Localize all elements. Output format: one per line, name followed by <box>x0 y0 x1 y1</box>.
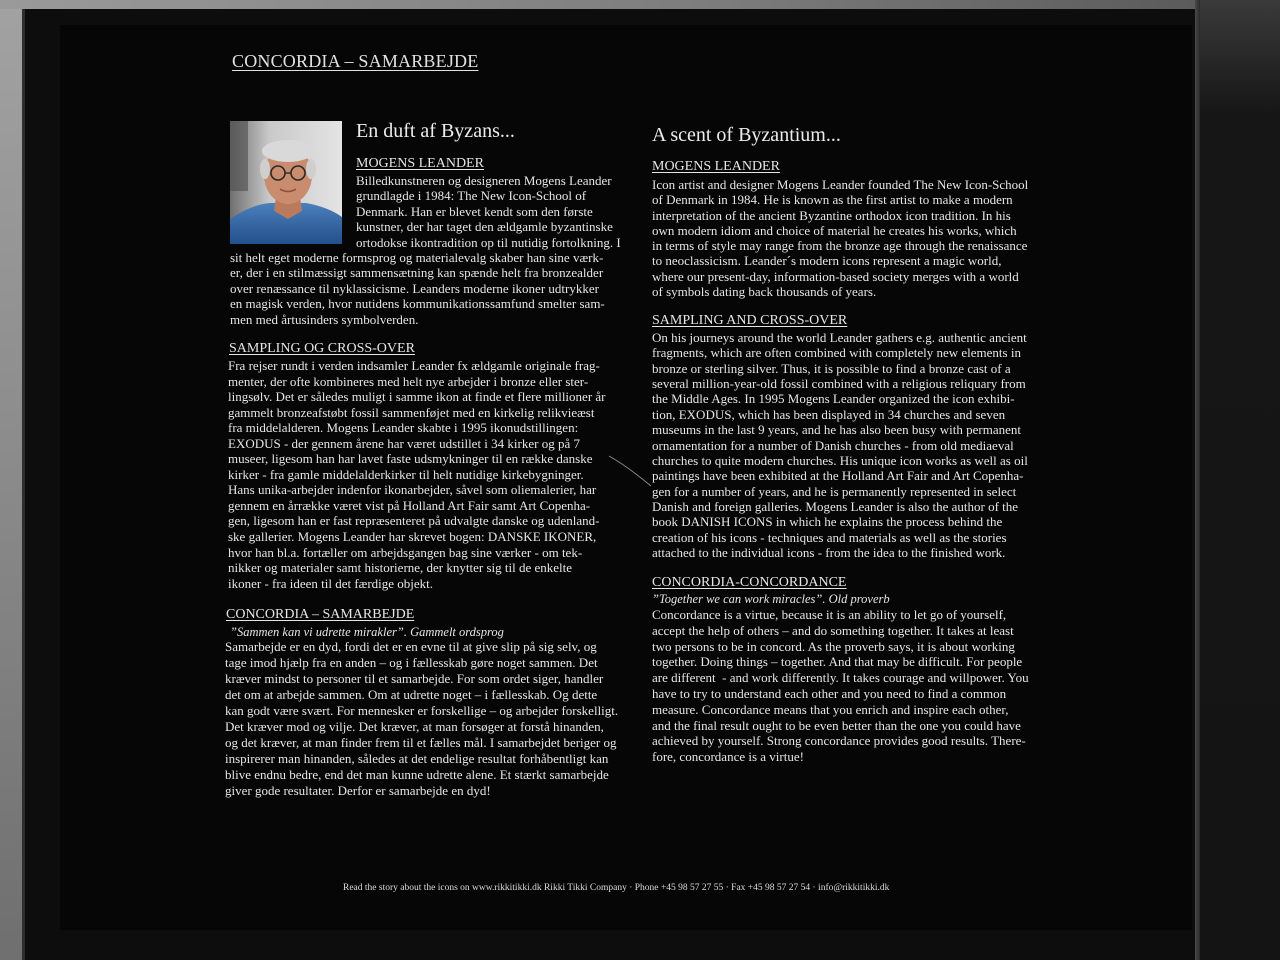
text-line: ikoner - fra ideen til det færdige objekt. <box>228 575 434 591</box>
text-line: Fra rejser rundt i verden indsamler Leander fx ældgamle originale frag- <box>228 358 600 373</box>
text-line: museer, ligesom han har lavet faste udsmykninger til en række danske <box>228 451 593 467</box>
text-line: lingsølv. Det er således muligt i samme ikon at finde et flere millioner år <box>228 389 606 405</box>
text-line: men med årtusinders symbolverden. <box>230 311 419 327</box>
text-line: en magisk verden, hvor nutidens kommunikationssamfund smelter sam- <box>230 296 605 312</box>
text-line: together. Doing things – together. And that may be difficult. For people <box>652 654 1023 670</box>
text-line: gammelt bronzeafstøbt fossil sammenføjet med en kirkelig relikvieæst <box>228 404 595 420</box>
text-line: fore, concordance is a virtue! <box>652 749 804 765</box>
english-heading-mogens-leander: MOGENS LEANDER <box>652 159 780 174</box>
text-line: of symbols dating back thousands of years. <box>652 284 877 300</box>
text-line: where our present-day, information-based society merges with a world <box>652 268 1019 284</box>
text-line: the Middle Ages. In 1995 Mogens Leander organized the icon exhibi- <box>652 391 1015 407</box>
danish-proverb-quote: ”Sammen kan vi udrette mirakler”. Gammelt ordsprog <box>230 625 504 639</box>
text-line: giver gode resultater. Derfor er samarbejde en dyd! <box>225 783 491 798</box>
glass-scratch-mark <box>605 452 655 488</box>
text-line: accept the help of others – and do something together. It takes at least <box>652 622 1014 638</box>
text-line: blive endnu bedre, end det man kunne udrette alene. Et stærkt samarbejde <box>225 767 609 782</box>
text-line: Denmark. Han er blevet kendt som den første <box>356 203 593 219</box>
text-line: kræver mindst to personer til et samarbejde. For som ordet siger, handler <box>225 671 604 686</box>
text-line: have to try to understand each other and you need to find a common <box>652 685 1007 701</box>
text-line: er, der i en stilmæssigt sammensætning kan spænde helt fra bronzealder <box>230 265 604 281</box>
text-line: paintings have been exhibited at the Holland Art Fair and Art Copenha- <box>652 468 1024 484</box>
text-line: interpretation of the ancient Byzantine orthodox icon tradition. In his <box>652 207 1011 223</box>
text-line: are different - and work differently. It takes courage and willpower. You <box>652 670 1029 686</box>
text-line: own modern idiom and choice of material he creates his works, which <box>652 222 1017 238</box>
text-line: achieved by yourself. Strong concordance provides good results. There- <box>652 733 1026 749</box>
text-line: grundlagde i 1984: The New Icon-School of <box>356 188 587 204</box>
text-line: bronze or sterling silver. Thus, it is possible to find a bronze cast of a <box>652 360 1011 376</box>
danish-concordia-text <box>225 639 618 799</box>
text-line: tage imod hjælp fra en anden – og i fællesskab gøre noget sammen. Det <box>225 655 598 670</box>
text-line: museums in the last 9 years, and he has also been busy with permanent <box>652 422 1021 438</box>
text-line: of Denmark in 1984. He is known as the first artist to make a modern <box>652 192 1013 208</box>
text-line: ortodokse ikontradition op til nutidig fortolkning. I <box>356 234 621 250</box>
text-line: EXODUS - der gennem årene har været udstillet i 34 kirker og på 7 <box>228 435 580 451</box>
text-line: On his journeys around the world Leander gathers e.g. authentic ancient <box>652 330 1027 345</box>
text-line: ske gallerier. Mogens Leander har skrevet bogen: DANSKE IKONER, <box>228 529 597 545</box>
text-line: og det kræver, at man finder frem til et fælles mål. I samarbejdet beriger og <box>225 735 617 750</box>
text-line: Billedkunstneren og designeren Mogens Leander <box>356 173 612 188</box>
text-line: menter, der ofte kombineres med helt nye arbejder i bronze eller ster- <box>228 373 589 389</box>
danish-heading-mogens-leander: MOGENS LEANDER <box>356 156 484 171</box>
background-fabric-left <box>0 0 22 960</box>
text-line: hvor han bl.a. fortæller om arbejdsgangen bag sine værker - om tek- <box>228 544 583 560</box>
danish-heading-concordia: CONCORDIA – SAMARBEJDE <box>226 607 415 622</box>
frame-outer-right <box>1200 0 1280 960</box>
text-line: Danish and foreign galleries. Mogens Leander is also the author of the <box>652 498 1019 514</box>
text-line: two persons to be in concord. As the proverb says, it is about working <box>652 638 1015 654</box>
text-line: sit helt eget moderne formsprog og materialevalg skaber han sine værk- <box>230 249 604 265</box>
english-mogens-leander-text <box>652 177 1028 299</box>
text-line: Det kræver mod og vilje. Det kræver, at man forsøger at forstå hinanden, <box>225 719 604 734</box>
english-heading-sampling: SAMPLING AND CROSS-OVER <box>652 313 848 328</box>
text-line: over renæssance til nyklassicisme. Leanders moderne ikoner udtrykker <box>230 280 599 296</box>
text-line: kunstner, der har taget den ældgamle byzantinske <box>356 219 613 235</box>
text-line: and the final result ought to be even better than the one you could have <box>652 717 1021 733</box>
text-line: Icon artist and designer Mogens Leander founded The New Icon-School <box>652 177 1029 192</box>
text-line: nikker og materialer samt historierne, der knytter sig til de enkelte <box>228 560 573 576</box>
english-proverb-quote: ”Together we can work miracles”. Old proverb <box>652 592 890 606</box>
danish-sampling-text <box>228 358 606 591</box>
text-line: creation of his icons - techniques and materials as well as the stories <box>652 529 1007 545</box>
text-line: fra middelalderen. Mogens Leander skabte i 1995 ikonudstillingen: <box>228 420 579 436</box>
background-fabric-top <box>0 0 1205 9</box>
contact-footer: Read the story about the icons on www.rikkitikki.dk Rikki Tikki Company · Phone +45 98 57 27 55 · Fax +45 98 57 27 54 · info@rikkitikki.dk <box>343 883 890 893</box>
english-heading-concordance: CONCORDIA-CONCORDANCE <box>652 575 847 590</box>
danish-heading-sampling: SAMPLING OG CROSS-OVER <box>229 341 415 356</box>
text-line: fragments, which are often combined with completely new elements in <box>652 345 1021 361</box>
text-line: measure. Concordance means that you enrich and inspire each other, <box>652 701 1009 717</box>
text-line: kirker - fra gamle middelalderkirker til helt nutidige kirkebygninger. <box>228 466 584 482</box>
text-line: inspirerer man hinanden, således at det endelige resultat forhåbentligt kan <box>225 751 609 766</box>
danish-mogens-leander-text <box>230 173 621 327</box>
text-line: several million-year-old fossil combined with a religious reliquary from <box>652 376 1026 392</box>
text-line: attached to the individual icons - from the idea to the finished work. <box>652 545 1006 561</box>
text-line: gen, ligesom han er fast repræsenteret på udvalgte danske og udenland- <box>228 513 600 529</box>
danish-title: En duft af Byzans... <box>356 120 515 142</box>
text-line: book DANISH ICONS in which he explains the process behind the <box>652 514 1003 530</box>
page-title: CONCORDIA – SAMARBEJDE <box>232 51 479 71</box>
text-line: ornamentation for a number of Danish churches - from old mediaeval <box>652 437 1014 453</box>
text-line: tion, EXODUS, which has been displayed in 34 churches and seven <box>652 406 1006 422</box>
text-line: gen for a number of years, and he is permanently represented in select <box>652 483 1017 499</box>
text-line: Samarbejde er en dyd, fordi det er en evne til at give slip på sig selv, og <box>225 639 597 654</box>
english-concordance-text <box>652 607 1029 765</box>
text-line: Concordance is a virtue, because it is an ability to let go of yourself, <box>652 607 1007 622</box>
text-line: det om at arbejde sammen. Om at udrette noget – i fællesskab. Og dette <box>225 687 598 702</box>
text-line: kan godt være svært. For mennesker er forskellige – og arbejder forskelligt. <box>225 703 619 718</box>
text-line: in terms of style may range from the bronze age through the renaissance <box>652 238 1028 254</box>
english-title: A scent of Byzantium... <box>652 124 841 146</box>
text-line: gennem en årrække været vist på Holland Art Fair samt Art Copenha- <box>228 497 591 513</box>
text-line: to neoclassicism. Leander´s modern icons represent a magic world, <box>652 253 1002 269</box>
text-line: churches to quite modern churches. His unique icon works as well as oil <box>652 452 1028 468</box>
english-sampling-text <box>652 330 1028 560</box>
text-line: Hans unika-arbejder indenfor ikonarbejder, såvel som oliemalerier, har <box>228 482 597 498</box>
